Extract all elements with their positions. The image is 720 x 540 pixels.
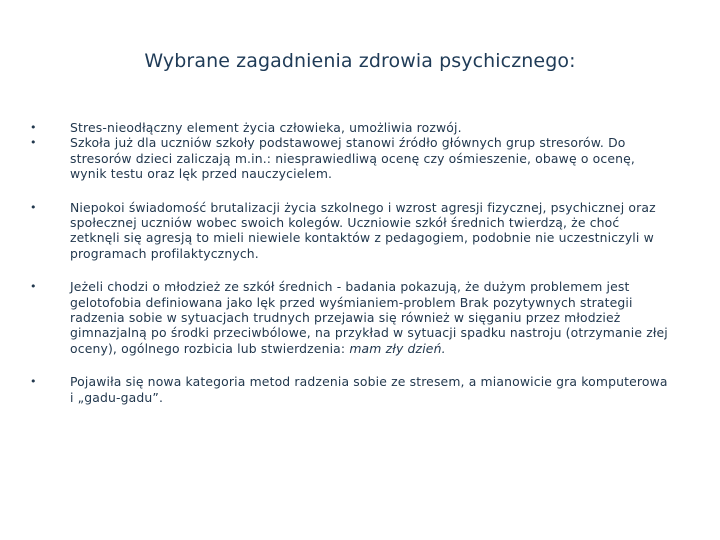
slide-title: Wybrane zagadnienia zdrowia psychicznego:: [144, 50, 576, 72]
bullet-item: [30, 374, 670, 405]
bullet-text: Szkoła już dla uczniów szkoły podstawowej stanowi źródło głównych grup stresorów. Do stresorów dzieci zaliczają m.in.: niesprawiedliwą ocenę czy ośmieszenie, obawę o ocenę, wynik testu oraz lęk przed nauczycielem.: [70, 135, 635, 182]
bullet-text: Niepokoi świadomość brutalizacji życia szkolnego i wzrost agresji fizycznej, psychicznej oraz społecznej uczniów wobec swoich kolegów. Uczniowie szkół średnich twierdzą, że choć zetknęli się agresją to mieli niewiele kontaktów z pedagogiem, podobnie nie uczestniczyli w programach profilaktycznych.: [70, 199, 656, 261]
bullet-marker: •: [30, 121, 37, 134]
bullet-text: Jeżeli chodzi o młodzież ze szkół średnich - badania pokazują, że dużym problemem jest gelotofobia definiowana jako lęk przed wyśmianiem-problem Brak pozytywnych strategii radzenia sobie w sytuacjach trudnych przejawia się również w sięganiu przez młodzież gimnazjalną po środki przeciwbólowe, na przykład w sytuacji spadku nastroju (otrzymanie złej oceny), ogólnego rozbicia lub stwierdzenia:: [70, 279, 668, 356]
bullet-list: [30, 120, 670, 405]
bullet-text-italic: mam zły dzień.: [349, 340, 446, 356]
bullet-item: [30, 279, 670, 356]
bullet-marker: •: [30, 200, 37, 214]
bullet-marker: •: [30, 375, 37, 389]
bullet-item: [30, 120, 670, 135]
bullet-item: [30, 200, 670, 262]
bullet-marker: •: [30, 136, 37, 150]
bullet-text: Stres-nieodłączny element życia człowieka, umożliwia rozwój.: [70, 120, 462, 135]
bullet-marker: •: [30, 280, 37, 294]
bullet-item: [30, 135, 670, 181]
bullet-text: Pojawiła się nowa kategoria metod radzenia sobie ze stresem, a mianowicie gra komputerowa i „gadu-gadu”.: [70, 374, 668, 405]
